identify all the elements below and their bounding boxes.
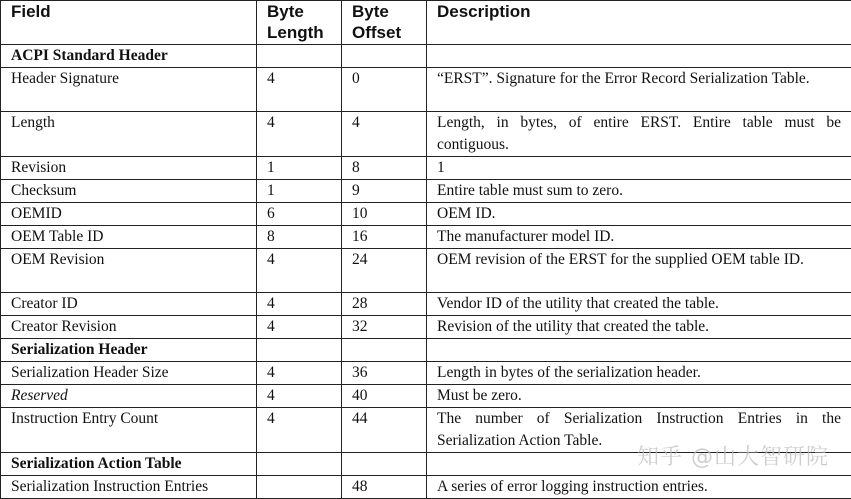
cell-field: Creator ID <box>1 293 257 316</box>
cell-byte-length: 4 <box>257 316 342 339</box>
cell-byte-length: 4 <box>257 249 342 293</box>
cell-byte-length: 8 <box>257 226 342 249</box>
cell-byte-offset: 44 <box>342 408 427 453</box>
cell-description <box>427 453 851 476</box>
table-row <box>1 226 851 249</box>
cell-byte-length: 4 <box>257 408 342 453</box>
cell-byte-offset: 40 <box>342 385 427 408</box>
cell-field: Length <box>1 112 257 157</box>
cell-description: Length, in bytes, of entire ERST. Entire table must be contiguous. <box>427 112 851 157</box>
watermark: 知乎 @山大智研院 <box>637 440 829 471</box>
header-row <box>1 1 851 45</box>
cell-description: Length in bytes of the serialization header. <box>427 362 851 385</box>
cell-field: ACPI Standard Header <box>1 45 257 68</box>
cell-byte-length: 4 <box>257 112 342 157</box>
cell-byte-offset: 8 <box>342 157 427 180</box>
cell-description <box>427 339 851 362</box>
table-row <box>1 385 851 408</box>
cell-field: Serialization Header <box>1 339 257 362</box>
cell-byte-length: 1 <box>257 180 342 203</box>
cell-description: The manufacturer model ID. <box>427 226 851 249</box>
cell-byte-length: 1 <box>257 157 342 180</box>
table-row <box>1 293 851 316</box>
table-row <box>1 203 851 226</box>
cell-byte-offset: 0 <box>342 68 427 112</box>
cell-description: A series of error logging instruction entries. <box>427 476 851 499</box>
cell-description: The number of Serialization Instruction Entries in the Serialization Action Table. <box>427 408 851 453</box>
cell-byte-length: 4 <box>257 293 342 316</box>
cell-description: “ERST”. Signature for the Error Record Serialization Table. <box>427 68 851 112</box>
cell-byte-offset <box>342 453 427 476</box>
cell-byte-length: 4 <box>257 362 342 385</box>
cell-field: Serialization Header Size <box>1 362 257 385</box>
cell-field: Revision <box>1 157 257 180</box>
cell-field: Reserved <box>1 385 257 408</box>
cell-field: Checksum <box>1 180 257 203</box>
section-row <box>1 45 851 68</box>
section-row <box>1 339 851 362</box>
cell-description: OEM ID. <box>427 203 851 226</box>
cell-byte-offset: 36 <box>342 362 427 385</box>
cell-description: Entire table must sum to zero. <box>427 180 851 203</box>
cell-byte-length: 6 <box>257 203 342 226</box>
table-row <box>1 157 851 180</box>
cell-byte-offset: 48 <box>342 476 427 499</box>
cell-field: Header Signature <box>1 68 257 112</box>
cell-field: Serialization Instruction Entries <box>1 476 257 499</box>
cell-byte-offset: 28 <box>342 293 427 316</box>
cell-byte-offset: 9 <box>342 180 427 203</box>
cell-byte-length: 4 <box>257 68 342 112</box>
table-row <box>1 476 851 499</box>
cell-description: Vendor ID of the utility that created the table. <box>427 293 851 316</box>
header-byte-length: Byte Length <box>257 1 342 45</box>
cell-byte-offset: 4 <box>342 112 427 157</box>
table-row <box>1 249 851 293</box>
cell-byte-length: 4 <box>257 385 342 408</box>
cell-byte-offset <box>342 45 427 68</box>
cell-byte-length <box>257 476 342 499</box>
cell-field: Serialization Action Table <box>1 453 257 476</box>
cell-byte-offset: 10 <box>342 203 427 226</box>
table-body <box>1 45 851 499</box>
cell-byte-length <box>257 45 342 68</box>
table-row <box>1 316 851 339</box>
table-row <box>1 68 851 112</box>
cell-field: OEM Table ID <box>1 226 257 249</box>
cell-byte-offset: 32 <box>342 316 427 339</box>
header-byte-offset: Byte Offset <box>342 1 427 45</box>
header-description: Description <box>427 1 851 45</box>
cell-byte-length <box>257 339 342 362</box>
header-field: Field <box>1 1 257 45</box>
cell-description <box>427 45 851 68</box>
cell-field: Creator Revision <box>1 316 257 339</box>
cell-byte-length <box>257 453 342 476</box>
cell-field: OEMID <box>1 203 257 226</box>
table-row <box>1 112 851 157</box>
table-row <box>1 180 851 203</box>
cell-field: OEM Revision <box>1 249 257 293</box>
cell-description: Revision of the utility that created the table. <box>427 316 851 339</box>
cell-description: OEM revision of the ERST for the supplied OEM table ID. <box>427 249 851 293</box>
cell-description: Must be zero. <box>427 385 851 408</box>
cell-byte-offset: 16 <box>342 226 427 249</box>
cell-description: 1 <box>427 157 851 180</box>
section-row <box>1 453 851 476</box>
cell-byte-offset <box>342 339 427 362</box>
cell-field: Instruction Entry Count <box>1 408 257 453</box>
table-row <box>1 362 851 385</box>
cell-byte-offset: 24 <box>342 249 427 293</box>
table-row <box>1 408 851 453</box>
